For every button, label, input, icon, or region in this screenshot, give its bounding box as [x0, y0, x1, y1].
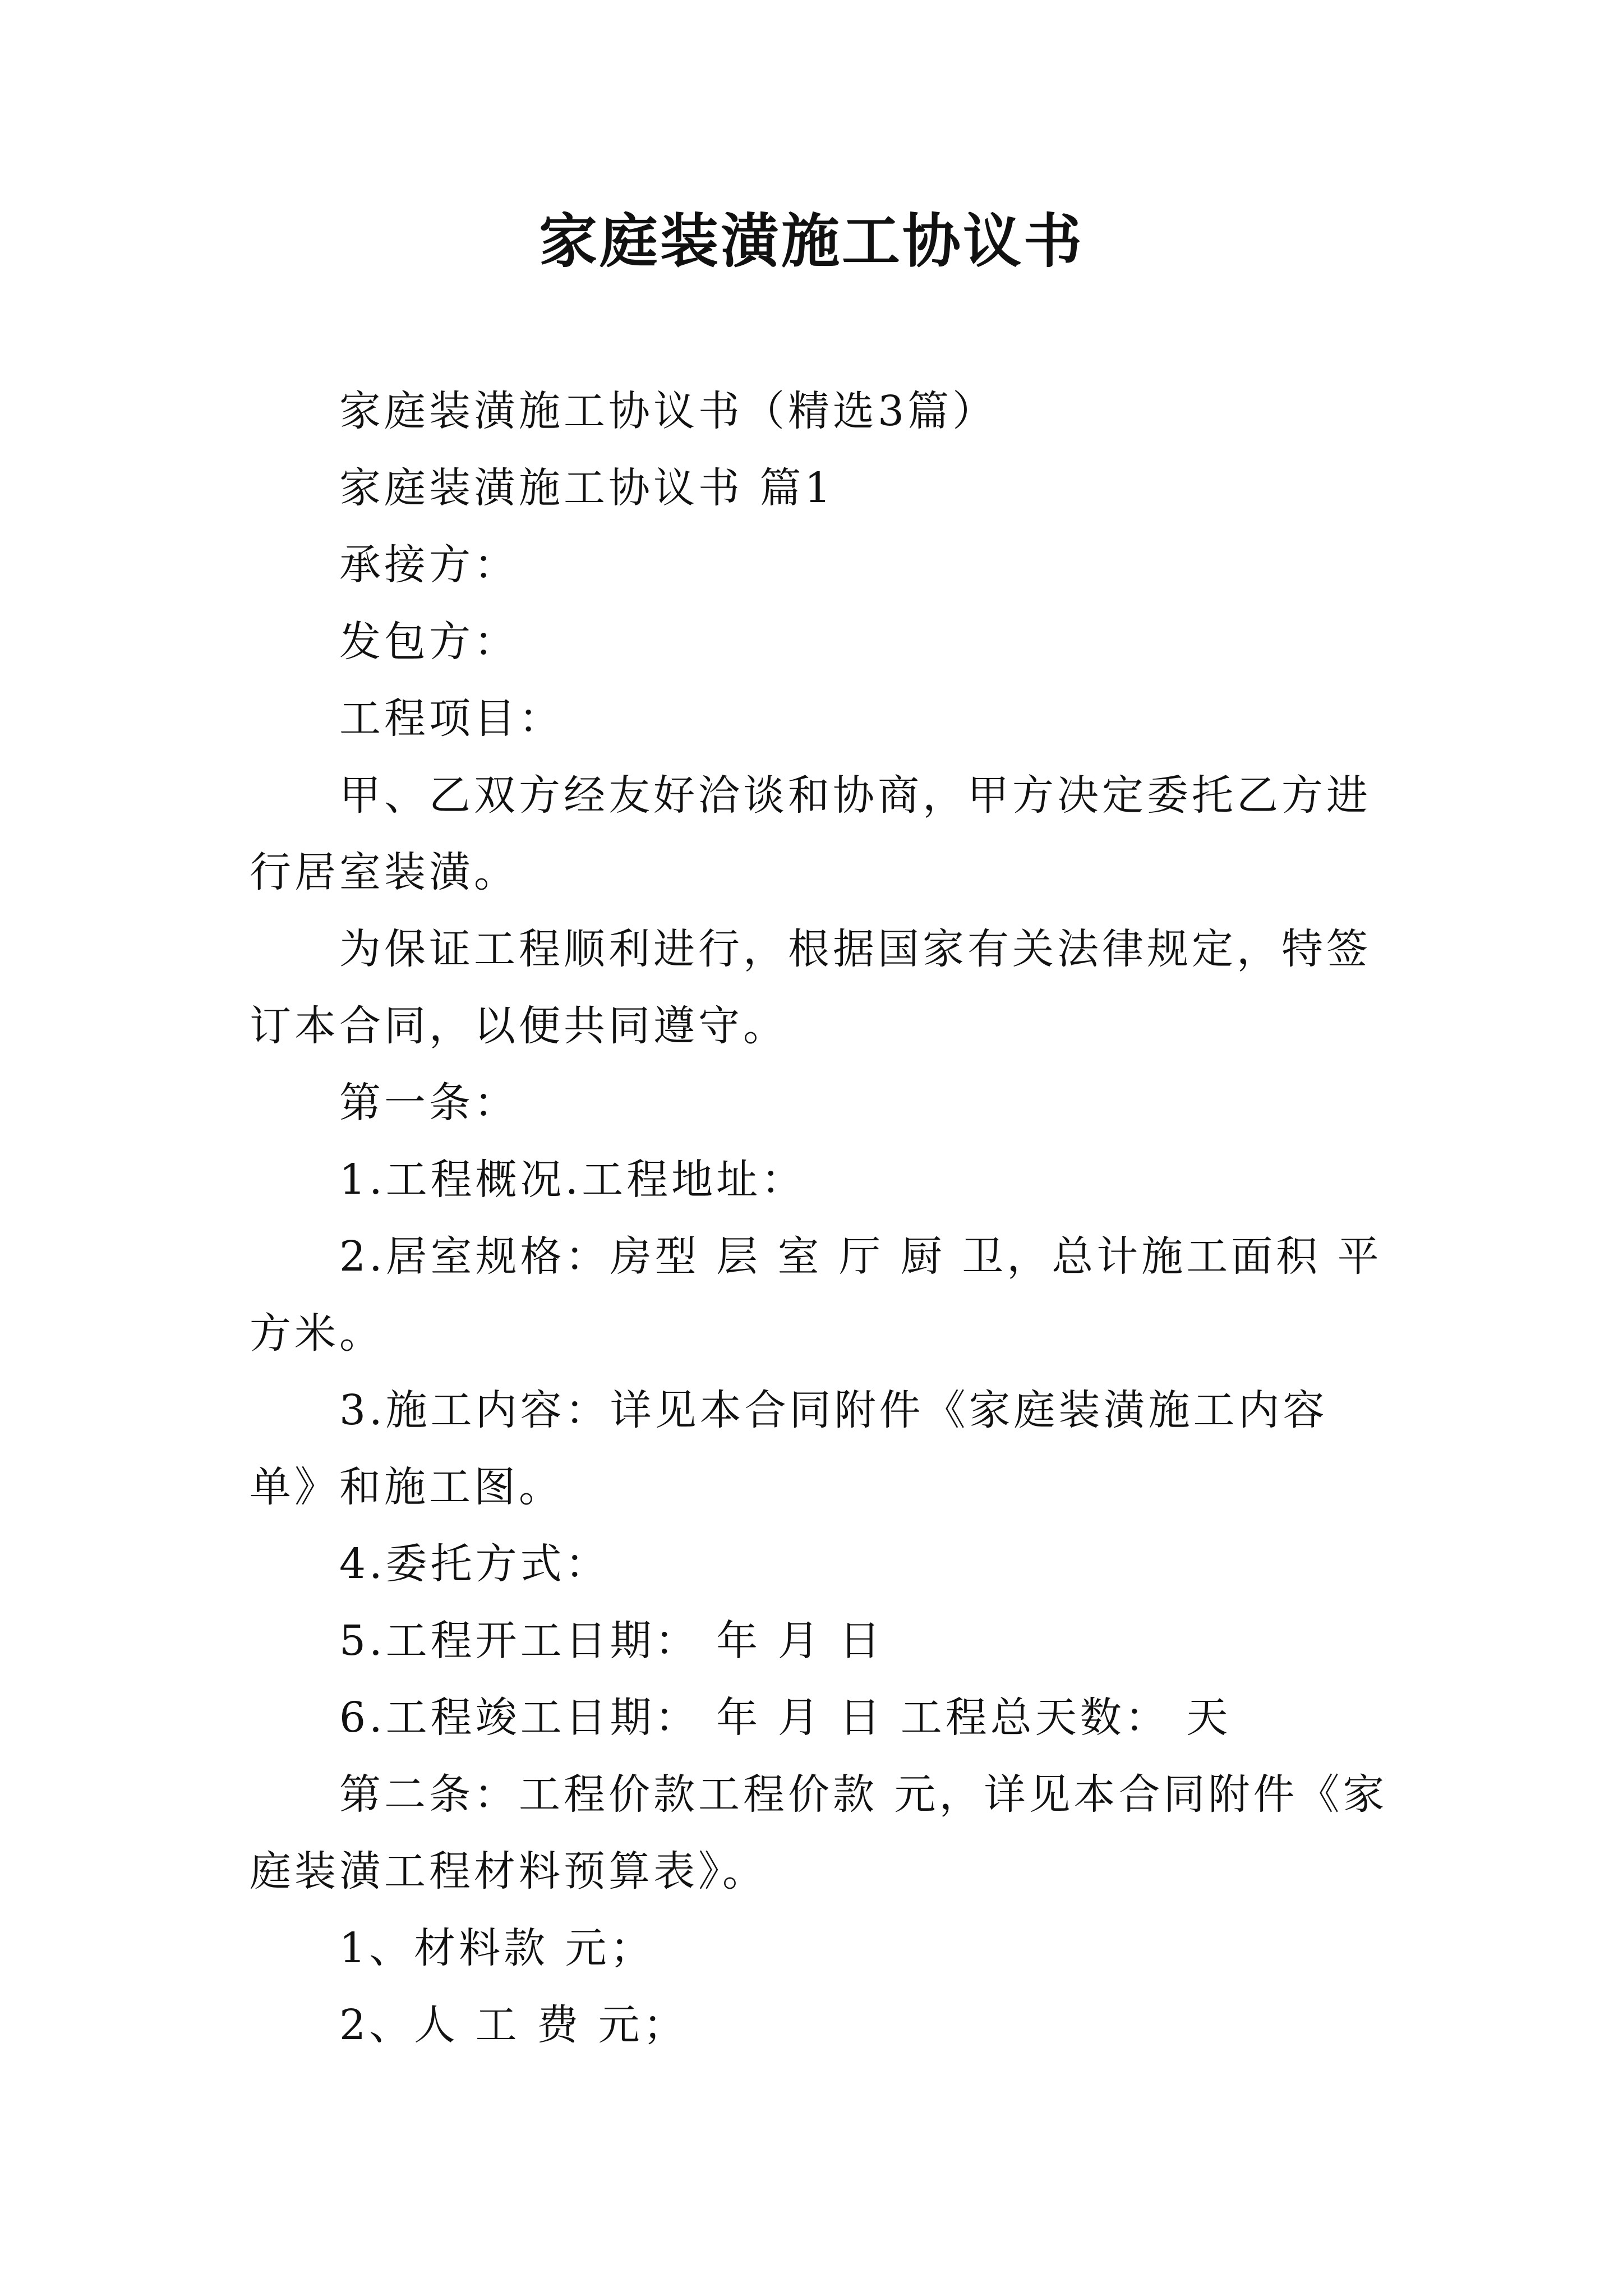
- paragraph: 2、人 工 费 元；: [339, 2001, 688, 2049]
- paragraph: 承接方：: [339, 541, 519, 589]
- paragraph: 家庭装潢施工协议书 篇1: [339, 464, 834, 512]
- paragraph: 6.工程竣工日期： 年 月 日 工程总天数： 天: [339, 1694, 1232, 1742]
- paragraph: 3.施工内容：详见本合同附件《家庭装潢施工内容单》和施工图。: [250, 1386, 1328, 1511]
- paragraph: 4.委托方式：: [339, 1540, 610, 1588]
- paragraph: 甲、乙双方经友好洽谈和协商，甲方决定委托乙方进行居室装潢。: [250, 771, 1371, 896]
- paragraph: 第一条：: [339, 1079, 519, 1127]
- paragraph: 2.居室规格：房型 层 室 厅 厨 卫，总计施工面积 平方米。: [250, 1232, 1382, 1358]
- paragraph: 家庭装潢施工协议书（精选3篇）: [339, 387, 998, 435]
- paragraph: 第二条：工程价款工程价款 元，详见本合同附件《家庭装潢工程材料预算表》。: [250, 1770, 1388, 1895]
- paragraph: 1、材料款 元；: [339, 1924, 655, 1972]
- paragraph: 5.工程开工日期： 年 月 日: [339, 1617, 884, 1665]
- paragraph: 工程项目：: [339, 694, 564, 743]
- document-body: [250, 373, 1394, 2064]
- document-title: 家庭装潢施工协议书: [538, 206, 1084, 275]
- paragraph: 1.工程概况.工程地址：: [339, 1156, 806, 1204]
- paragraph: 发包方：: [339, 618, 519, 666]
- paragraph: 为保证工程顺利进行，根据国家有关法律规定，特签订本合同，以便共同遵守。: [250, 925, 1371, 1050]
